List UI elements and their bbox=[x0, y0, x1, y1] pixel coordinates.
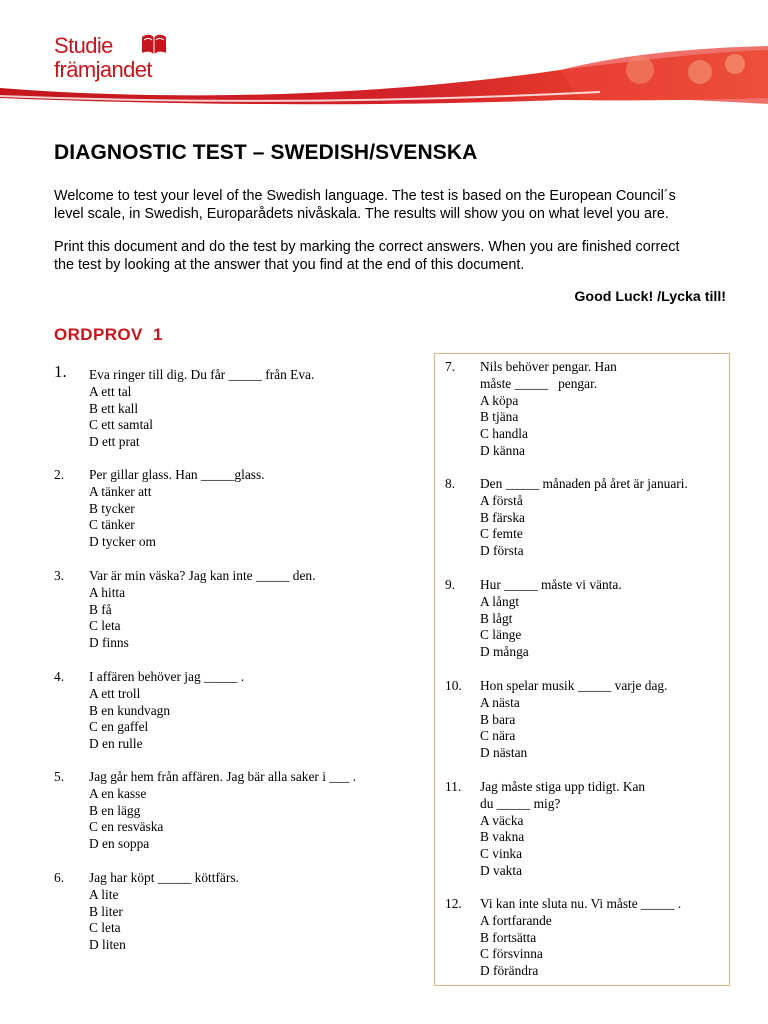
answer-option[interactable]: C leta bbox=[89, 920, 121, 936]
question-number: 11. bbox=[445, 779, 462, 794]
answer-option[interactable]: D nästan bbox=[480, 745, 528, 761]
answer-option[interactable]: A köpa bbox=[480, 392, 519, 408]
question-text: Jag måste stiga upp tidigt. Kan bbox=[480, 779, 646, 794]
logo-text-line1: Studie bbox=[54, 33, 113, 58]
answer-option[interactable]: A nästa bbox=[480, 694, 520, 710]
question-body bbox=[89, 568, 315, 652]
answer-option[interactable]: B få bbox=[89, 601, 112, 617]
answer-option[interactable]: D förändra bbox=[480, 963, 539, 979]
intro-line: level scale, in Swedish, Europarådets nivåskala. The results will show you on what level you are. bbox=[54, 206, 669, 222]
answer-option[interactable]: D tycker om bbox=[89, 534, 156, 550]
question-body bbox=[480, 896, 681, 980]
answer-option[interactable]: C tänker bbox=[89, 517, 135, 533]
answer-option[interactable]: D finns bbox=[89, 635, 129, 651]
answer-option[interactable]: A ett troll bbox=[89, 685, 141, 701]
answer-option[interactable]: A långt bbox=[480, 593, 520, 609]
question-text: Jag har köpt _____ köttfärs. bbox=[89, 870, 239, 885]
question-body bbox=[480, 779, 645, 880]
answer-option[interactable]: B fortsätta bbox=[480, 929, 537, 945]
question-number: 3. bbox=[54, 568, 65, 583]
answer-option[interactable]: C länge bbox=[480, 627, 522, 643]
question-text: Var är min väska? Jag kan inte _____ den. bbox=[89, 568, 316, 583]
question-body bbox=[89, 870, 239, 954]
section-title: ORDPROV 1 bbox=[54, 325, 163, 344]
question-text: Vi kan inte sluta nu. Vi måste _____ . bbox=[480, 896, 682, 911]
answer-option[interactable]: A tänker att bbox=[89, 483, 152, 499]
question-number: 10. bbox=[445, 678, 462, 693]
answer-option[interactable]: B bara bbox=[480, 711, 516, 727]
answer-option[interactable]: A väcka bbox=[480, 812, 524, 828]
logo bbox=[54, 34, 152, 82]
question-text: Nils behöver pengar. Han bbox=[480, 359, 617, 374]
question-number: 2. bbox=[54, 467, 65, 482]
answer-option[interactable]: A hitta bbox=[89, 584, 126, 600]
question-text: måste _____ pengar. bbox=[480, 375, 598, 391]
answer-option[interactable]: B tjäna bbox=[480, 409, 519, 425]
question-body bbox=[89, 669, 244, 753]
question-text: Hur _____ måste vi vänta. bbox=[480, 577, 622, 592]
question-number: 1. bbox=[54, 362, 67, 381]
intro-line: the test by looking at the answer that you find at the end of this document. bbox=[54, 257, 525, 273]
logo-text-line2: främjandet bbox=[54, 57, 152, 82]
question-body bbox=[480, 577, 622, 661]
intro-line: Print this document and do the test by marking the correct answers. When you are finished correct bbox=[54, 239, 680, 255]
answer-option[interactable]: B tycker bbox=[89, 500, 135, 516]
question-body bbox=[480, 678, 667, 762]
question-number: 8. bbox=[445, 476, 456, 491]
question-number: 6. bbox=[54, 870, 65, 885]
question-number: 9. bbox=[445, 577, 456, 592]
answer-option[interactable]: D ett prat bbox=[89, 434, 140, 450]
question-text: Den _____ månaden på året är januari. bbox=[480, 476, 688, 491]
intro-line: Welcome to test your level of the Swedish language. The test is based on the European Council´s bbox=[54, 188, 676, 204]
question-body bbox=[89, 769, 356, 853]
answer-option[interactable]: C femte bbox=[480, 526, 523, 542]
answer-option[interactable]: D första bbox=[480, 543, 524, 559]
page-header bbox=[0, 0, 768, 115]
answer-option[interactable]: B ett kall bbox=[89, 400, 139, 416]
page-title: DIAGNOSTIC TEST – SWEDISH/SVENSKA bbox=[54, 141, 478, 164]
answer-option[interactable]: C ett samtal bbox=[89, 417, 153, 433]
answer-option[interactable]: D en soppa bbox=[89, 836, 150, 852]
answer-option[interactable]: C en gaffel bbox=[89, 719, 149, 735]
answer-option[interactable]: D en rulle bbox=[89, 736, 143, 752]
answer-option[interactable]: B vakna bbox=[480, 829, 525, 845]
answer-option[interactable]: B färska bbox=[480, 509, 525, 525]
answer-option[interactable]: A en kasse bbox=[89, 785, 147, 801]
answer-option[interactable]: C en resväska bbox=[89, 819, 164, 835]
answer-option[interactable]: D känna bbox=[480, 442, 525, 458]
answer-option[interactable]: C handla bbox=[480, 426, 528, 442]
question-body bbox=[480, 359, 617, 460]
question-text: Hon spelar musik _____ varje dag. bbox=[480, 678, 668, 693]
answer-option[interactable]: A förstå bbox=[480, 492, 523, 508]
answer-option[interactable]: A lite bbox=[89, 886, 119, 902]
question-text: Eva ringer till dig. Du får _____ från Eva. bbox=[89, 367, 315, 382]
answer-option[interactable]: B lågt bbox=[480, 610, 513, 626]
answer-option[interactable]: D vakta bbox=[480, 862, 523, 878]
answer-option[interactable]: C leta bbox=[89, 618, 121, 634]
question-text: I affären behöver jag _____ . bbox=[89, 669, 245, 684]
book-icon bbox=[141, 34, 167, 56]
answer-option[interactable]: C vinka bbox=[480, 846, 523, 862]
answer-option[interactable]: C nära bbox=[480, 728, 516, 744]
question-text: du _____ mig? bbox=[480, 795, 561, 811]
good-luck-text: Good Luck! /Lycka till! bbox=[574, 289, 726, 305]
question-text: Per gillar glass. Han _____glass. bbox=[89, 467, 265, 482]
intro-paragraph-1 bbox=[54, 187, 744, 223]
question-text: Jag går hem från affären. Jag bär alla saker i ___ . bbox=[89, 769, 357, 784]
answer-option[interactable]: C försvinna bbox=[480, 946, 543, 962]
answer-option[interactable]: D liten bbox=[89, 937, 126, 953]
question-number: 12. bbox=[445, 896, 462, 911]
question-body bbox=[89, 467, 265, 551]
answer-option[interactable]: D många bbox=[480, 644, 529, 660]
answer-option[interactable]: B en kundvagn bbox=[89, 702, 171, 718]
question-number: 4. bbox=[54, 669, 65, 684]
answer-option[interactable]: A fortfarande bbox=[480, 912, 552, 928]
answer-option[interactable]: A ett tal bbox=[89, 383, 132, 399]
question-body bbox=[480, 476, 688, 560]
answer-option[interactable]: B liter bbox=[89, 903, 123, 919]
intro-paragraph-2 bbox=[54, 238, 744, 274]
answer-option[interactable]: B en lägg bbox=[89, 802, 141, 818]
question-number: 7. bbox=[445, 359, 456, 374]
question-number: 5. bbox=[54, 769, 65, 784]
question-body bbox=[89, 367, 314, 451]
